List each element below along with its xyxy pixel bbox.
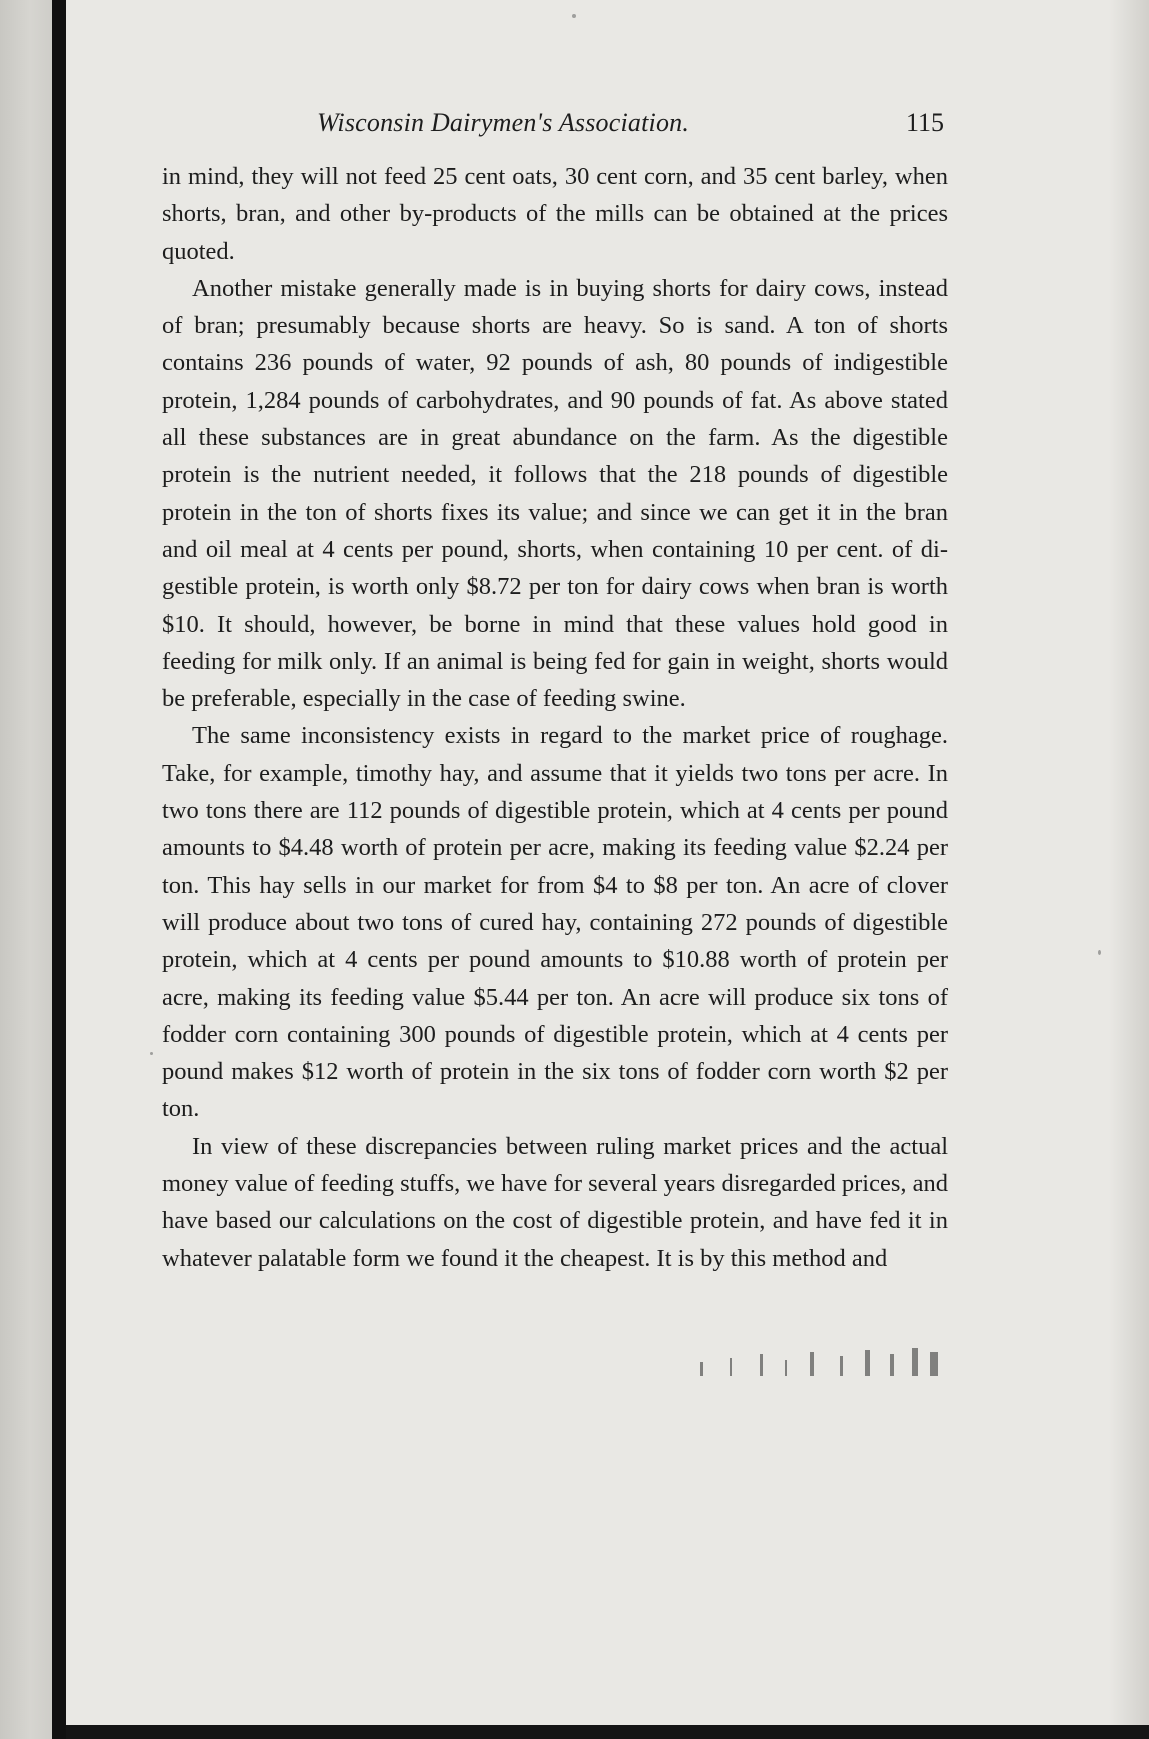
- page-number: 115: [905, 108, 944, 137]
- paragraph-1: in mind, they will not feed 25 cent oats, 30 cent corn, and 35 cent barley, when shorts, bran, and other by-products of the mills can be obtained at the prices quoted.: [162, 163, 948, 265]
- page-edge-shading: [1109, 0, 1149, 1739]
- body-text: [162, 158, 948, 1277]
- bottom-page-edge: [66, 1725, 1149, 1739]
- running-header: [162, 98, 948, 144]
- show-through-marks: [690, 1346, 948, 1376]
- paragraph-2: Another mistake generally made is in buying shorts for dairy cows, instead of bran; presumably because shorts are heavy. So is sand. A ton of shorts contains 236 pounds of water, 92 pounds of ash, 80 pounds of indigestible protein, 1,284 pounds of carbohydrates, and 90 pounds of fat. As above stated all these substances are in great abundance on the farm. As the digestible protein is the nutrient needed, it follows that the 218 pounds of digestible protein in the ton of shorts fixes its value; and since we can get it in the bran and oil meal at 4 cents per pound, shorts, when containing 10 per cent. of digestible protein, is worth only $8.72 per ton for dairy cows when bran is worth $10. It should, however, be borne in mind that these values hold good in feeding for milk only. If an animal is being fed for gain in weight, shorts would be preferable, especially in the case of feeding swine.: [162, 274, 948, 713]
- paper-speck: [1098, 950, 1101, 955]
- running-title: Wisconsin Dairymen's Association.: [317, 108, 690, 137]
- paragraph-4: In view of these discrepancies between ruling market prices and the actual money value of feeding stuffs, we have for several years disregarded prices, and have based our calculations on the cost of digestible protein, and have fed it in whatever palatable form we found it the cheapest. It is by this method and: [162, 1132, 948, 1272]
- page-content: [162, 98, 948, 1277]
- paragraph-3: The same inconsistency exists in regard to the market price of roughage. Take, for example, timothy hay, and assume that it yields two tons per acre. In two tons there are 112 pounds of digestible protein, which at 4 cents per pound amounts to $4.48 worth of protein per acre, making its feeding value $2.24 per ton. This hay sells in our market for from $4 to $8 per ton. An acre of clover will produce about two tons of cured hay, containing 272 pounds of digestible protein, which at 4 cents per pound amounts to $10.88 worth of protein per acre, making its feeding value $5.44 per ton. An acre will produce six tons of fodder corn containing 300 pounds of digestible protein, which at 4 cents per pound makes $12 worth of protein in the six tons of fodder corn worth $2 per ton.: [162, 722, 948, 1123]
- binding-shadow: [0, 0, 56, 1739]
- binding-edge: [52, 0, 66, 1739]
- paper-speck: [572, 14, 576, 18]
- paper-speck: [150, 1052, 153, 1055]
